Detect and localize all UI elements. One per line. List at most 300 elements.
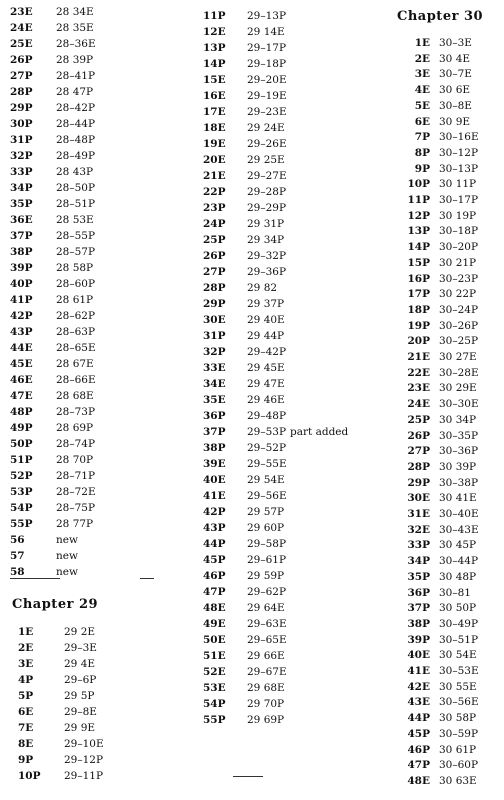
list-item: [10, 308, 95, 324]
problem-number: 39P: [10, 262, 33, 274]
list-item: [393, 522, 479, 538]
problem-number: 52P: [10, 470, 33, 482]
list-item: [10, 132, 95, 148]
list-item: [10, 164, 93, 180]
list-item: [393, 82, 470, 98]
list-item: [203, 456, 287, 472]
reference: 28 70P: [56, 454, 94, 466]
reference: 28–51P: [56, 198, 96, 210]
list-item: [203, 312, 285, 328]
reference: 30 27E: [439, 351, 477, 363]
reference: 29 37P: [247, 298, 285, 310]
problem-number: 25E: [10, 38, 33, 50]
problem-number: 42E: [407, 680, 430, 693]
problem-number: 14P: [203, 58, 226, 70]
chapter-29-heading: Chapter 29: [12, 597, 99, 612]
list-item: [393, 773, 477, 789]
reference: 28–42P: [56, 102, 96, 114]
problem-number: 10P: [407, 178, 430, 191]
list-item: [18, 752, 103, 768]
problem-number: 35E: [203, 394, 226, 406]
problem-number: 9P: [414, 162, 430, 175]
list-item: [10, 340, 96, 356]
problem-number: 29P: [203, 298, 226, 310]
reference: 29 31P: [247, 218, 285, 230]
reference: 30–53E: [439, 665, 479, 677]
reference: 30–49P: [439, 617, 479, 630]
problem-number: 40E: [407, 649, 430, 662]
problem-number: 22P: [203, 186, 226, 198]
list-item: [203, 680, 285, 696]
problem-number: 20E: [203, 154, 226, 166]
reference: 30 58P: [439, 712, 477, 725]
problem-number: 15P: [407, 256, 430, 269]
list-item: [393, 443, 478, 459]
problem-number: 32E: [407, 523, 430, 536]
list-item: [203, 504, 284, 520]
reference: 30–12P: [439, 146, 479, 159]
reference: 30 6E: [439, 84, 471, 97]
problem-number: 15E: [203, 74, 226, 86]
reference: 28 43P: [56, 166, 94, 178]
list-item: [203, 472, 285, 488]
reference: 29–26E: [247, 138, 287, 150]
reference: 29–17P: [247, 42, 287, 54]
reference: 30–40E: [439, 508, 479, 520]
problem-number: 28P: [203, 282, 226, 294]
reference: 28 61P: [56, 294, 94, 306]
list-item: [393, 412, 476, 428]
list-item: [10, 36, 96, 52]
list-item: [393, 35, 472, 51]
problem-number: 1E: [18, 626, 34, 638]
list-item: [393, 349, 477, 365]
reference: 28–63P: [56, 326, 96, 338]
problem-number: 26P: [203, 250, 226, 262]
list-item: [393, 569, 476, 585]
reference: 30–3E: [439, 37, 472, 49]
problem-number: 42P: [203, 506, 226, 518]
problem-number: 23E: [407, 382, 430, 395]
problem-number: 37P: [407, 602, 430, 615]
reference: 30–81: [439, 586, 471, 599]
problem-number: 45P: [203, 554, 226, 566]
problem-number: 34E: [203, 378, 226, 390]
problem-number: 43P: [10, 326, 33, 338]
reference: 30–26P: [439, 319, 479, 332]
problem-number: 38P: [407, 617, 430, 630]
list-item: [393, 318, 478, 334]
list-item: [203, 280, 277, 296]
list-item: [393, 694, 479, 710]
reference: 30 55E: [439, 680, 477, 693]
reference: 29–52P: [247, 442, 287, 454]
problem-number: 49E: [203, 618, 226, 630]
problem-number: 23E: [10, 6, 33, 18]
reference: 28–72E: [56, 486, 96, 498]
reference: 28 58P: [56, 262, 94, 274]
problem-number: 12P: [407, 209, 430, 222]
list-item: [10, 84, 93, 100]
reference: 28–75P: [56, 502, 96, 514]
list-item: [10, 196, 95, 212]
list-item: [18, 656, 95, 672]
reference: 29–42P: [247, 346, 287, 358]
list-item: [203, 200, 286, 216]
list-item: [203, 344, 286, 360]
list-item: [203, 648, 285, 664]
list-item: [203, 696, 284, 712]
reference: 28–74P: [56, 438, 96, 450]
problem-number: 46P: [407, 743, 430, 756]
list-item: [203, 552, 286, 568]
problem-number: 4E: [414, 84, 430, 97]
reference: 29 40E: [247, 314, 285, 326]
reference: 29 68E: [247, 682, 285, 694]
problem-number: 43E: [407, 696, 430, 709]
reference: new: [56, 566, 78, 578]
list-item: [393, 663, 479, 679]
list-item: [203, 232, 284, 248]
reference: 30 54E: [439, 649, 477, 662]
list-item: [393, 286, 476, 302]
problem-number: 54P: [203, 698, 226, 710]
reference: new: [56, 534, 78, 546]
list-item: [10, 548, 78, 564]
reference: 28–62P: [56, 310, 96, 322]
list-item: [203, 40, 286, 56]
list-item: [10, 372, 96, 388]
list-item: [393, 192, 478, 208]
problem-number: 36P: [407, 586, 430, 599]
list-item: [393, 333, 478, 349]
list-item: [393, 459, 476, 475]
reference: 30–43E: [439, 523, 479, 536]
problem-number: 24E: [10, 22, 33, 34]
list-item: [203, 520, 284, 536]
list-item: [10, 276, 95, 292]
problem-number: 35P: [407, 570, 430, 583]
problem-number: 27P: [10, 70, 33, 82]
list-item: [10, 484, 96, 500]
list-item: [393, 302, 478, 318]
reference: 30 50P: [439, 602, 477, 615]
reference: 28–57P: [56, 246, 96, 258]
reference: 29 34P: [247, 234, 285, 246]
reference: 28 34E: [56, 6, 94, 18]
reference: 28–44P: [56, 118, 96, 130]
reference: 29–27E: [247, 170, 287, 182]
list-item: [203, 536, 286, 552]
reference: 28 67E: [56, 358, 94, 370]
list-item: [203, 328, 284, 344]
reference: 28 68E: [56, 390, 94, 402]
reference: 30 19P: [439, 209, 477, 222]
reference: 29 5P: [64, 690, 95, 702]
problem-number: 31E: [407, 508, 430, 520]
reference: 28–50P: [56, 182, 96, 194]
problem-number: 30E: [407, 492, 430, 505]
problem-number: 7P: [414, 131, 430, 144]
problem-number: 29P: [10, 102, 33, 114]
list-item: [10, 20, 94, 36]
problem-number: 52E: [203, 666, 226, 678]
column-1-divider-short: [140, 578, 154, 579]
list-item: [10, 500, 95, 516]
problem-number: 56: [10, 534, 25, 546]
list-item: [393, 51, 470, 67]
problem-number: 46P: [203, 570, 226, 582]
reference: 28–41P: [56, 70, 96, 82]
list-item: [203, 8, 286, 24]
reference: 30 63E: [439, 774, 477, 787]
list-item: [18, 624, 95, 640]
problem-number: 41E: [407, 665, 430, 677]
problem-number: 26P: [407, 429, 430, 442]
reference: 29–65E: [247, 634, 287, 646]
list-item: [10, 4, 94, 20]
problem-number: 57: [10, 550, 25, 562]
problem-number: 33P: [10, 166, 33, 178]
reference: 30–56E: [439, 696, 479, 709]
list-item: [203, 152, 285, 168]
problem-number: 2E: [18, 642, 34, 654]
list-item: [10, 52, 93, 68]
list-item: [393, 616, 478, 632]
list-item: [393, 114, 470, 130]
reference: 29–13P: [247, 10, 287, 22]
list-item: [393, 490, 477, 506]
problem-number: 49P: [10, 422, 33, 434]
problem-number: 23P: [203, 202, 226, 214]
problem-number: 38P: [203, 442, 226, 454]
list-item: [203, 56, 286, 72]
problem-number: 40P: [10, 278, 33, 290]
list-item: [203, 424, 348, 440]
list-item: [10, 388, 94, 404]
reference: 29–32P: [247, 250, 287, 262]
list-item: [203, 24, 285, 40]
list-item: [393, 710, 476, 726]
problem-number: 8P: [414, 146, 430, 159]
problem-number: 48E: [407, 774, 430, 787]
reference: 29 82: [247, 282, 278, 294]
reference: 29–18P: [247, 58, 287, 70]
column-1-divider: [10, 578, 60, 579]
problem-number: 1E: [414, 37, 430, 49]
list-item: [10, 420, 93, 436]
list-item: [203, 488, 287, 504]
problem-number: 29P: [407, 476, 430, 489]
problem-number: 45P: [407, 727, 430, 740]
reference: 30–51P: [439, 633, 479, 646]
reference: 28–60P: [56, 278, 96, 290]
reference: 29–8E: [64, 706, 97, 718]
list-item: [203, 616, 287, 632]
problem-number: 25P: [407, 413, 430, 426]
problem-number: 50E: [203, 634, 226, 646]
reference: 29 44P: [247, 330, 285, 342]
reference: 28–55P: [56, 230, 96, 242]
problem-number: 45E: [10, 358, 33, 370]
reference: 30–20P: [439, 241, 479, 254]
list-item: [10, 404, 95, 420]
reference: 29–3E: [64, 642, 97, 654]
problem-number: 24P: [203, 218, 226, 230]
reference: 29 2E: [64, 626, 96, 638]
reference: 30–28E: [439, 366, 479, 379]
reference: 29–12P: [64, 754, 104, 766]
list-item: [10, 100, 95, 116]
reference: 30–17P: [439, 194, 479, 206]
list-item: [203, 408, 286, 424]
problem-number: 22E: [407, 366, 430, 379]
list-item: [393, 161, 478, 177]
list-item: [203, 184, 286, 200]
reference: 30 45P: [439, 539, 477, 552]
problem-number: 11P: [203, 10, 226, 22]
list-item: [10, 148, 95, 164]
reference: 28–66E: [56, 374, 96, 386]
problem-number: 7E: [18, 722, 34, 734]
list-item: [393, 271, 478, 287]
list-item: [393, 176, 476, 192]
list-item: [393, 98, 472, 114]
problem-number: 46E: [10, 374, 33, 386]
reference: 30–60P: [439, 759, 479, 772]
list-item: [203, 168, 287, 184]
list-item: [203, 136, 287, 152]
reference: 29 70P: [247, 698, 285, 710]
reference: 30 21P: [439, 256, 477, 269]
problem-number: 34P: [10, 182, 33, 194]
problem-number: 20P: [407, 335, 430, 348]
list-item: [203, 632, 287, 648]
list-item: [203, 216, 284, 232]
reference: 30–36P: [439, 445, 479, 458]
list-item: [393, 506, 479, 522]
problem-number: 48E: [203, 602, 226, 614]
list-item: [10, 260, 93, 276]
list-item: [18, 672, 96, 688]
problem-number: 55P: [10, 518, 33, 530]
problem-number: 28P: [407, 460, 430, 473]
reference: 29–67E: [247, 666, 287, 678]
list-item: [18, 736, 104, 752]
problem-number: 5E: [414, 99, 430, 112]
reference: 29–6P: [64, 674, 97, 686]
reference: 30 61P: [439, 743, 477, 756]
reference: 29 66E: [247, 650, 285, 662]
problem-number: 25P: [203, 234, 226, 246]
problem-number: 13P: [203, 42, 226, 54]
problem-number: 53E: [203, 682, 226, 694]
list-item: [393, 726, 478, 742]
list-item: [393, 537, 476, 553]
problem-number: 18E: [203, 122, 226, 134]
problem-number: 14P: [407, 241, 430, 254]
problem-number: 5P: [18, 690, 34, 702]
list-item: [393, 679, 477, 695]
problem-number: 37P: [203, 426, 226, 438]
chapter-30-heading: Chapter 30: [397, 9, 484, 24]
list-item: [203, 568, 284, 584]
list-item: [203, 296, 284, 312]
reference: 30–16E: [439, 131, 479, 144]
reference: 28 35E: [56, 22, 94, 34]
list-item: [203, 440, 286, 456]
problem-number: 32P: [10, 150, 33, 162]
list-item: [10, 468, 95, 484]
reference: 29–19E: [247, 90, 287, 102]
problem-number: 58: [10, 566, 25, 578]
problem-number: 9P: [18, 754, 34, 766]
reference: 29–63E: [247, 618, 287, 630]
list-item: [203, 264, 286, 280]
list-item: [393, 742, 476, 758]
list-item: [393, 396, 479, 412]
reference: 28–36E: [56, 38, 96, 50]
problem-number: 33P: [407, 539, 430, 552]
problem-number: 54P: [10, 502, 33, 514]
problem-number: 44P: [203, 538, 226, 550]
reference: 29 60P: [247, 522, 285, 534]
reference: 30 11P: [439, 178, 477, 191]
reference: 30–38P: [439, 476, 479, 489]
reference: 29 59P: [247, 570, 285, 582]
reference: 30–8E: [439, 99, 472, 112]
list-item: [393, 365, 479, 381]
reference: 30 34P: [439, 413, 477, 426]
reference: 29–53P: [247, 426, 287, 438]
reference: 30 41E: [439, 492, 477, 505]
list-item: [203, 584, 286, 600]
problem-number: 42P: [10, 310, 33, 322]
reference: 29 25E: [247, 154, 285, 166]
column-2-divider: [233, 776, 263, 777]
problem-number: 12E: [203, 26, 226, 38]
list-item: [393, 129, 479, 145]
reference: 29 14E: [247, 26, 285, 38]
list-item: [393, 632, 478, 648]
reference: 29–23E: [247, 106, 287, 118]
problem-number: 44P: [407, 712, 430, 725]
problem-number: 35P: [10, 198, 33, 210]
reference: 29–28P: [247, 186, 287, 198]
problem-number: 18P: [407, 303, 430, 316]
list-item: [203, 392, 285, 408]
problem-number: 31P: [203, 330, 226, 342]
problem-number: 6E: [18, 706, 34, 718]
problem-number: 19E: [203, 138, 226, 150]
problem-number: 36E: [10, 214, 33, 226]
reference: 28–65E: [56, 342, 96, 354]
problem-number: 38P: [10, 246, 33, 258]
reference: 29 24E: [247, 122, 285, 134]
reference: 29–62P: [247, 586, 287, 598]
reference: new: [56, 550, 78, 562]
list-item: [203, 104, 287, 120]
reference: 29 54E: [247, 474, 285, 486]
problem-number: 24E: [407, 398, 430, 411]
reference: 30–7E: [439, 68, 472, 81]
reference: 30–59P: [439, 727, 479, 740]
problem-number: 47E: [10, 390, 33, 402]
reference: 29 4E: [64, 658, 96, 670]
list-item: [393, 223, 478, 239]
list-item: [393, 145, 478, 161]
list-item: [393, 255, 476, 271]
